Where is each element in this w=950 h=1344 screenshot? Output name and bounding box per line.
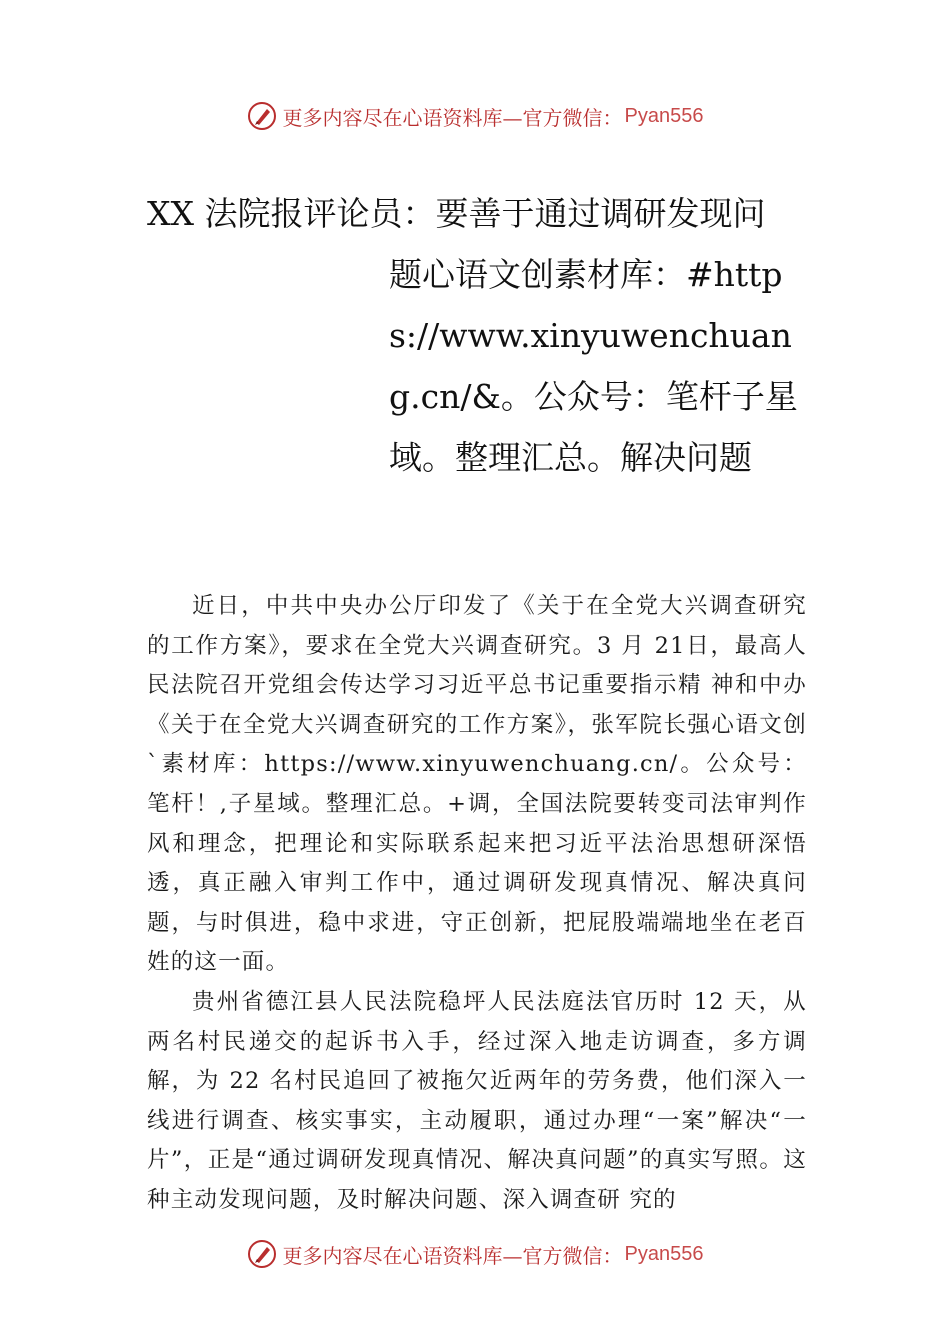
- pen-logo-icon: [247, 101, 277, 131]
- pen-logo-icon: [247, 1239, 277, 1269]
- header-wechat-id: Pyan556: [624, 104, 704, 127]
- footer-brand-text: 更多内容尽在心语资料库—官方微信：: [282, 1243, 623, 1268]
- title-continuation: 题心语文创素材库：#https://www.xinyuwenchuang.cn/&。公众号：笔杆子星域。整理汇总。解决问题: [389, 255, 798, 477]
- body-paragraph-2: 贵州省德江县人民法院稳坪人民法庭法官历时 12 天，从两名村民递交的起诉书入手，经过深入地走访调查，多方调解，为 22 名村民追回了被拖欠近两年的劳务费，他们深入一线进行调查、核实事实，主动履职，通过办理“一案”解决“一片”，正是“通过调研发现真情况、解决真问题”的真实写照。这种主动发现问题，及时解决问题、深入调查研 究的: [147, 988, 807, 1213]
- header-banner: [0, 94, 950, 138]
- document-body: [147, 587, 807, 1221]
- header-brand-text: 更多内容尽在心语资料库—官方微信：: [282, 105, 623, 130]
- document-title: [147, 184, 807, 488]
- footer-banner: [0, 1232, 950, 1276]
- title-line-1: XX 法院报评论员：要善于通过调研发现问: [147, 194, 766, 233]
- footer-wechat-id: Pyan556: [624, 1242, 704, 1265]
- body-paragraph-1: 近日，中共中央办公厅印发了《关于在全党大兴调查研究的工作方案》，要求在全党大兴调查研究。3 月 21日，最高人民法院召开党组会传达学习习近平总书记重要指示精 神和中办《关于在全党大兴调查研究的工作方案》，张军院长强心语文创`素材库：https://www.xinyuwenchuang.cn/。公众号：笔杆！,子星域。整理汇总。+调，全国法院要转变司法审判作风和理念，把理论和实际联系起来把习近平法治思想研深悟透，真正融入审判工作中，通过调研发现真情况、解决真问题，与时俱进，稳中求进，守正创新，把屁股端端地坐在老百姓的这一面。: [147, 593, 807, 976]
